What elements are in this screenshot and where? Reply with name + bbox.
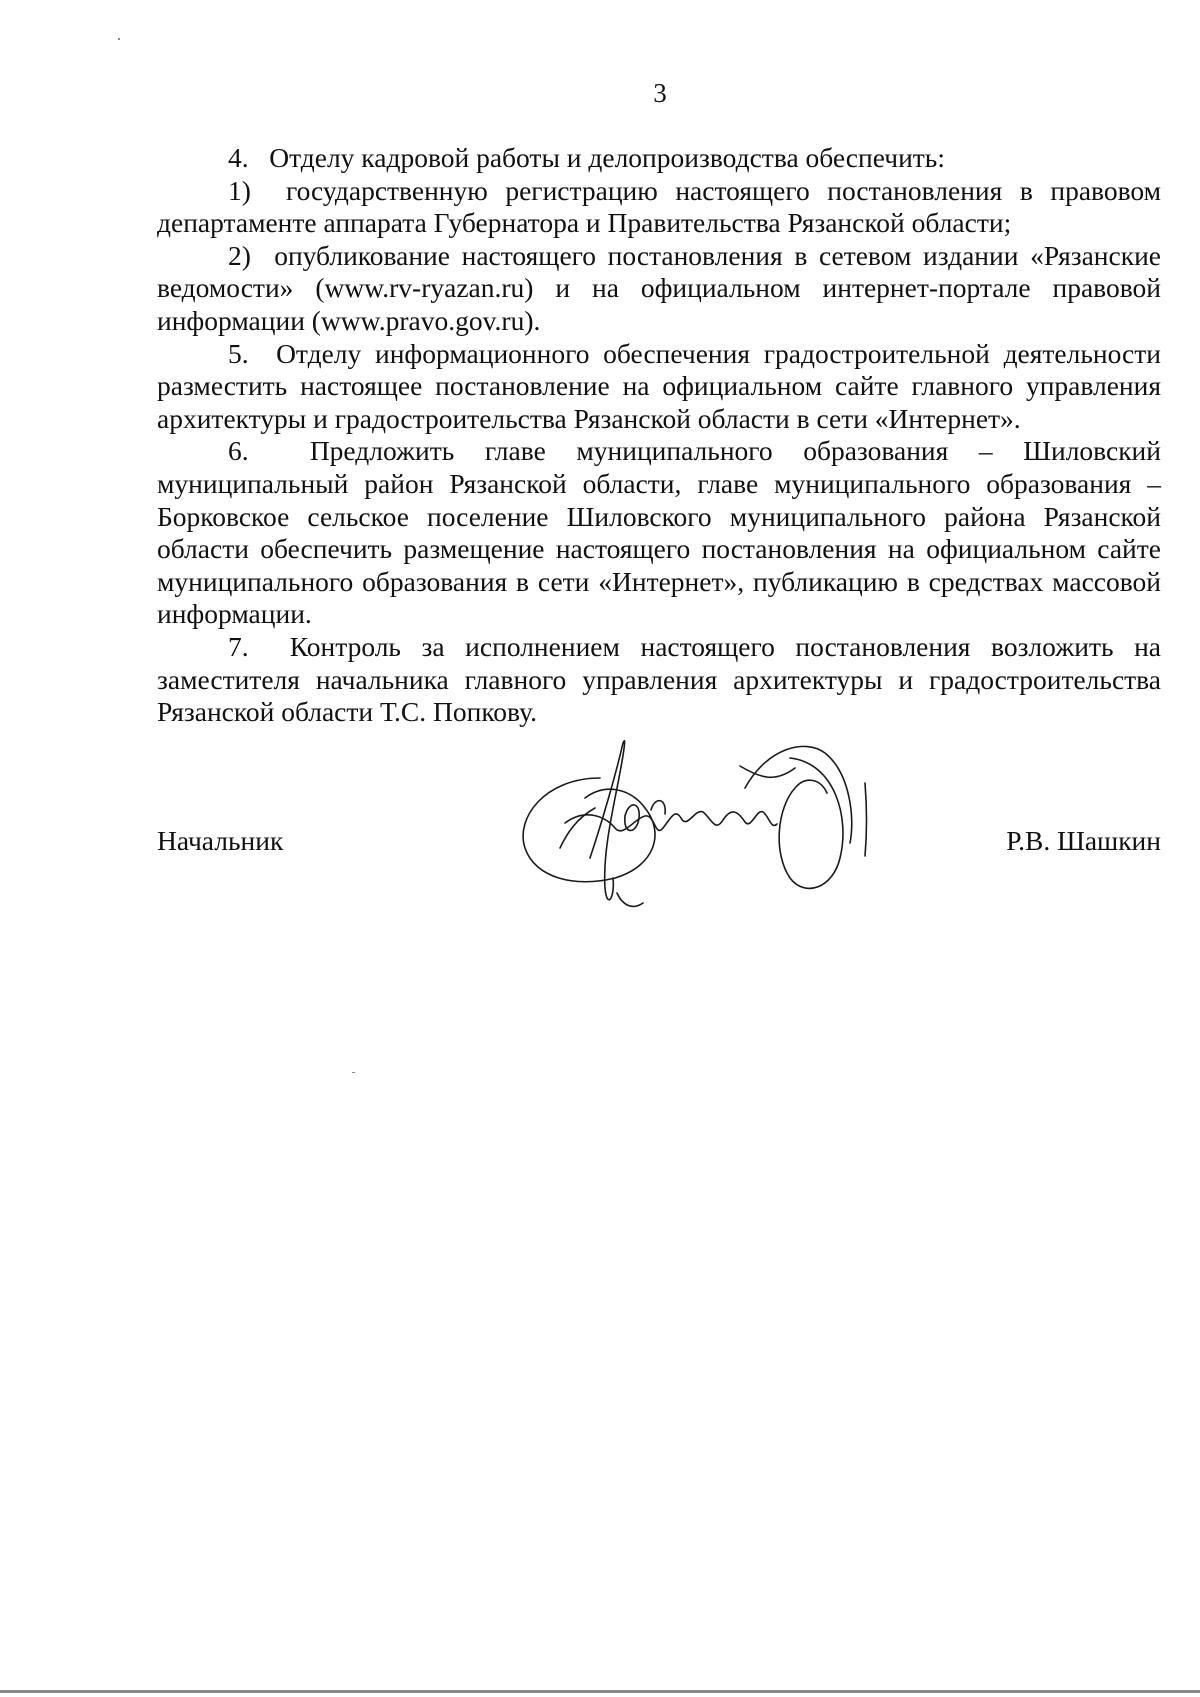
paragraph-4: 4. Отделу кадровой работы и делопроизводства обеспечить: bbox=[228, 142, 945, 173]
scan-speck bbox=[352, 1072, 355, 1073]
scan-speck bbox=[118, 38, 120, 40]
paragraph-7: 7. Контроль за исполнением настоящего постановления возложить на заместителя начальника главного управления архитектуры и градостроительства Рязанской области Т.С. Попкову. bbox=[157, 630, 1161, 728]
paragraph-4-item-2: 2) опубликование настоящего постановления в сетевом издании «Рязанские ведомости» (www.rv-ryazan.ru) и на официальном интернет-портале правовой информации (www.pravo.gov.ru). bbox=[157, 239, 1161, 336]
page-number: 3 bbox=[653, 78, 667, 108]
document-body bbox=[157, 142, 1161, 729]
scan-bottom-edge bbox=[0, 1690, 1200, 1693]
paragraph-5: 5. Отделу информационного обеспечения градостроительной деятельности разместить настоящее постановление на официальном сайте главного управления архитектуры и градостроительства Рязанской области в сети «Интернет». bbox=[157, 337, 1161, 434]
handwritten-signature bbox=[505, 738, 885, 918]
signatory-position: Начальник bbox=[157, 825, 284, 856]
paragraph-4-item-1: 1) государственную регистрацию настоящего постановления в правовом департаменте аппарата Губернатора и Правительства Рязанской области; bbox=[157, 174, 1161, 239]
signatory-name: Р.В. Шашкин bbox=[1006, 825, 1161, 856]
paragraph-6: 6. Предложить главе муниципального образования – Шиловский муниципальный район Рязанской области, главе муниципального образования – Борковское сельское поселение Шиловского муниципального района Рязанской области обеспечить размещение настоящего постановления на официальном сайте муниципального образования в сети «Интернет», публикацию в средствах массовой информации. bbox=[157, 435, 1161, 630]
